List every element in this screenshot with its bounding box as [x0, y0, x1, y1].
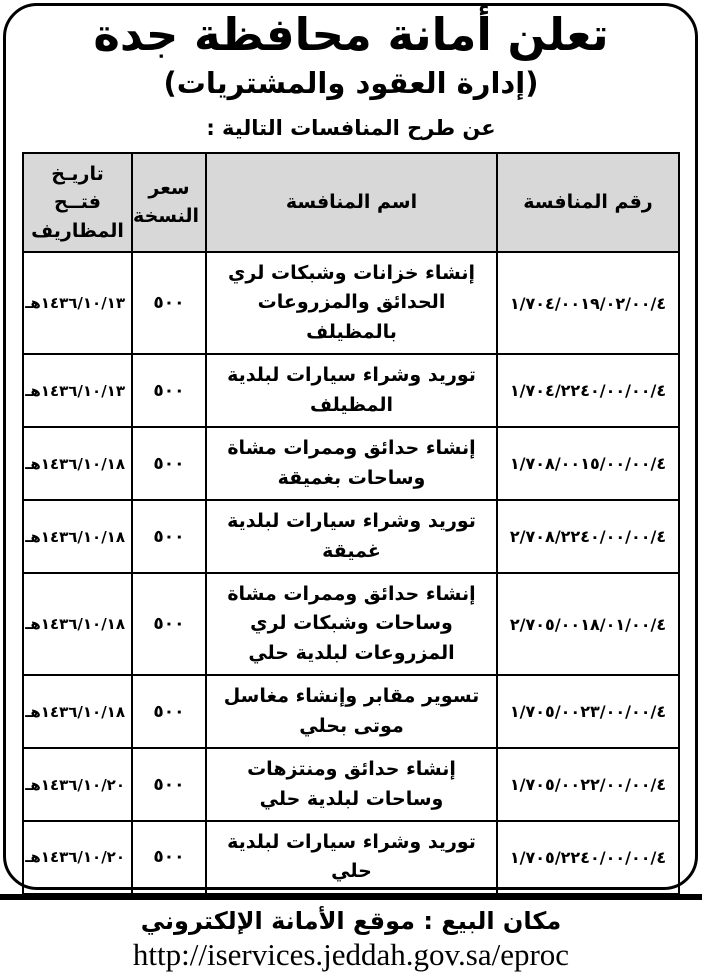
tender-number: ١/٧٠٥/٢٢٤٠/٠٠/٠٠/٤	[497, 821, 679, 894]
announcement-subtitle: (إدارة العقود والمشتريات)	[163, 65, 539, 100]
table-row	[23, 573, 679, 675]
header-row	[23, 153, 679, 253]
opening-date: ١٤٣٦/١٠/١٨هـ	[23, 427, 132, 500]
tender-number: ١/٧٠٤/٢٢٤٠/٠٠/٠٠/٤	[497, 354, 679, 427]
tender-name: إنشاء حدائق وممرات مشاة وساحات وشبكات لري المزروعات لبلدية حلي	[206, 573, 497, 675]
copy-price: ٥٠٠	[132, 675, 206, 748]
column-header-copy-price: سعر النسخة	[132, 153, 206, 253]
tender-name: إنشاء حدائق ومنتزهات وساحات لبلدية حلي	[206, 748, 497, 821]
table-row	[23, 252, 679, 354]
table-row	[23, 354, 679, 427]
tenders-table	[22, 152, 680, 895]
tender-name: توريد وشراء سيارات لبلدية غميقة	[206, 500, 497, 573]
column-header-envelope-opening-date: تاريـخ فتــح المظاريف	[23, 153, 132, 253]
tender-number: ١/٧٠٥/٠٠٢٣/٠٠/٠٠/٤	[497, 675, 679, 748]
copy-price: ٥٠٠	[132, 573, 206, 675]
tender-name: توريد وشراء سيارات لبلدية المظيلف	[206, 354, 497, 427]
tender-name: إنشاء حدائق وممرات مشاة وساحات بغميقة	[206, 427, 497, 500]
tender-name: تسوير مقابر وإنشاء مغاسل موتى بحلي	[206, 675, 497, 748]
opening-date: ١٤٣٦/١٠/٢٠هـ	[23, 821, 132, 894]
opening-date: ١٤٣٦/١٠/١٨هـ	[23, 573, 132, 675]
tender-number: ٢/٧٠٥/٠٠١٨/٠١/٠٠/٤	[497, 573, 679, 675]
table-row	[23, 675, 679, 748]
column-header-tender-name: اسم المنافسة	[206, 153, 497, 253]
column-header-tender-number: رقم المنافسة	[497, 153, 679, 253]
copy-price: ٥٠٠	[132, 354, 206, 427]
table-row	[23, 748, 679, 821]
tenders-table-header	[23, 153, 679, 253]
table-row	[23, 500, 679, 573]
tender-name: إنشاء خزانات وشبكات لري الحدائق والمزروعات بالمظيلف	[206, 252, 497, 354]
table-row	[23, 427, 679, 500]
tender-name: توريد وشراء سيارات لبلدية حلي	[206, 821, 497, 894]
tender-number: ١/٧٠٨/٠٠١٥/٠٠/٠٠/٤	[497, 427, 679, 500]
copy-price: ٥٠٠	[132, 748, 206, 821]
tender-number: ١/٧٠٥/٠٠٢٢/٠٠/٠٠/٤	[497, 748, 679, 821]
copy-price: ٥٠٠	[132, 821, 206, 894]
table-row	[23, 821, 679, 894]
eproc-url: http://iservices.jeddah.gov.sa/eproc	[132, 936, 570, 972]
copy-price: ٥٠٠	[132, 427, 206, 500]
copy-price: ٥٠٠	[132, 500, 206, 573]
tender-number: ٢/٧٠٨/٢٢٤٠/٠٠/٠٠/٤	[497, 500, 679, 573]
opening-date: ١٤٣٦/١٠/١٨هـ	[23, 675, 132, 748]
opening-date: ١٤٣٦/١٠/١٨هـ	[23, 500, 132, 573]
announcement-title: تعلن أمانة محافظة جدة	[93, 8, 609, 61]
copy-price: ٥٠٠	[132, 252, 206, 354]
tenders-table-body	[23, 252, 679, 894]
opening-date: ١٤٣٦/١٠/١٣هـ	[23, 354, 132, 427]
announcement-intro-line: عن طرح المنافسات التالية :	[206, 115, 496, 140]
tender-number: ١/٧٠٤/٠٠١٩/٠٢/٠٠/٤	[497, 252, 679, 354]
sale-place-line: مكان البيع : موقع الأمانة الإلكتروني	[140, 906, 562, 935]
opening-date: ١٤٣٦/١٠/١٣هـ	[23, 252, 132, 354]
opening-date: ١٤٣٦/١٠/٢٠هـ	[23, 748, 132, 821]
